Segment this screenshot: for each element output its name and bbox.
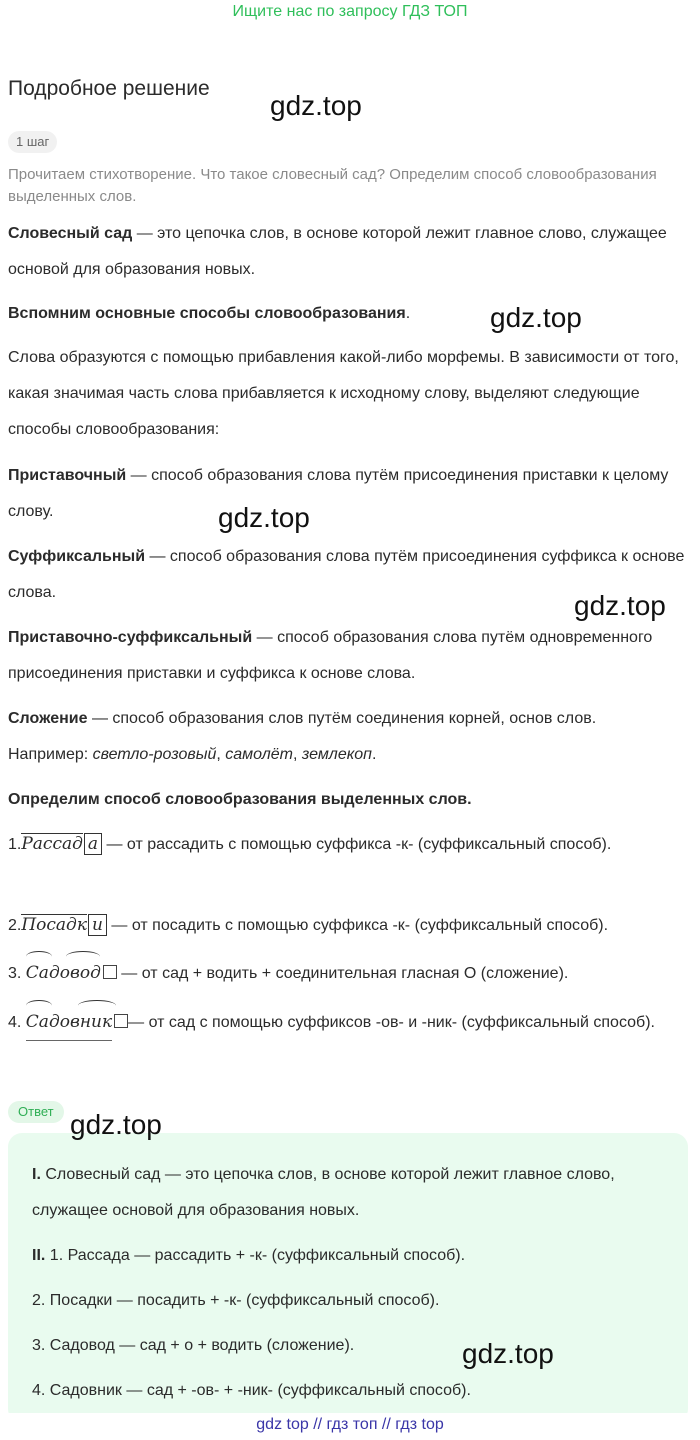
item-text: — от посадить с помощью суффикса -к- (суффиксальный способ). [106,917,609,934]
separator: , [292,746,302,763]
morpheme-word [26,955,101,991]
watermark: gdz.top [218,502,310,533]
answer-line-1 [32,1157,672,1229]
prefix-method [8,458,692,530]
roman-number: I. [32,1166,41,1183]
word-stem: Посадк [21,915,87,935]
morpheme-word [26,1004,112,1041]
answer-text: Словесный сад — это цепочка слов, в основе которой лежит главное слово, служащее основой для образования новых. [32,1166,615,1219]
watermark: gdz.top [462,1338,554,1369]
watermark: gdz.top [490,302,582,333]
root-arc [26,951,52,962]
analysis-heading [8,782,692,818]
watermark: gdz.top [574,590,666,621]
term: Приставочный [8,467,127,484]
definition: — способ образования слова путём присоединения приставки к целому слову. [8,467,669,520]
term: Сложение [8,710,88,727]
prefix-suffix-method [8,620,692,692]
word-item-3 [8,955,692,992]
word-stem: Садовод [25,963,101,983]
definition: — способ образования слова путём присоединения суффикса к основе слова. [8,548,685,601]
step-badge: 1 шаг [8,131,57,153]
definition: — способ образования слов путём соединения корней, основ слов. [87,710,597,727]
morpheme-word [21,907,107,943]
methods-heading-text: Вспомним основные способы словообразования [8,305,406,322]
term: Суффиксальный [8,548,146,565]
item-number: 3. [8,965,22,982]
definition: — способ образования слова путём одновременного присоединения приставки и суффикса к основе слова. [8,629,653,682]
footer-links: gdz top // гдз топ // гдз top [0,1413,700,1440]
example-word: землекоп [301,746,372,763]
word-item-1 [8,826,692,863]
root-arc [66,951,100,962]
suffix-arc [78,1000,116,1011]
item-text: — от рассадить с помощью суффикса -к- (суффиксальный способ). [102,836,612,853]
item-number: 4. [8,1014,22,1031]
item-number: 2. [8,917,22,934]
example-word: самолёт [225,746,293,763]
empty-ending-box [114,1014,128,1028]
compound-method [8,701,692,773]
empty-ending-box [103,965,117,979]
answer-badge: Ответ [8,1101,64,1123]
word-stem: Рассад [21,834,83,854]
roman-number: II. [32,1247,46,1264]
answer-text: 1. Рассада — рассадить + -к- (суффиксальный способ). [45,1247,466,1264]
answer-line-4: 3. Садовод — сад + о + водить (сложение). [32,1337,355,1354]
morpheme-paragraph: Слова образуются с помощью прибавления какой-либо морфемы. В зависимости от того, какая значимая часть слова прибавляется к исходному слову, выделяют следующие способы словообразования: [8,349,679,438]
intro-text: Прочитаем стихотворение. Что такое словесный сад? Определим способ словообразования выделенных слов. [8,166,657,205]
methods-heading-dot: . [405,305,411,322]
word-item-4 [8,1004,692,1041]
ending-box: а [84,833,102,855]
term: Приставочно-суффиксальный [8,629,253,646]
example-prefix: Например: [8,746,93,763]
definition: — это цепочка слов, в основе которой лежит главное слово, служащее основой для образования новых. [8,225,667,278]
page-title: Подробное решение [8,77,210,100]
watermark: gdz.top [270,90,362,121]
root-arc [26,1000,52,1011]
analysis-heading-text: Определим способ словообразования выделенных слов. [8,791,472,808]
word-item-2 [8,907,692,944]
separator: , [216,746,226,763]
watermark: gdz.top [70,1109,162,1140]
ending-box: и [88,914,107,936]
search-banner: Ищите нас по запросу ГДЗ ТОП [232,3,468,20]
answer-box [8,1133,688,1423]
answer-line-2 [32,1238,672,1274]
term: Словесный сад [8,225,133,242]
answer-line-5: 4. Садовник — сад + -ов- + -ник- (суффиксальный способ). [32,1382,471,1399]
methods-heading [8,296,692,332]
item-number: 1. [8,836,22,853]
answer-line-3: 2. Посадки — посадить + -к- (суффиксальный способ). [32,1292,440,1309]
item-text: — от сад с помощью суффиксов -ов- и -ник- (суффиксальный способ). [128,1014,655,1031]
definition-paragraph [8,216,692,288]
word-stem: Садовник [25,1012,113,1032]
example-end: . [371,746,377,763]
example-word: светло-розовый [92,746,217,763]
item-text: — от сад + водить + соединительная гласная О (сложение). [116,965,569,982]
morpheme-word [21,826,102,862]
